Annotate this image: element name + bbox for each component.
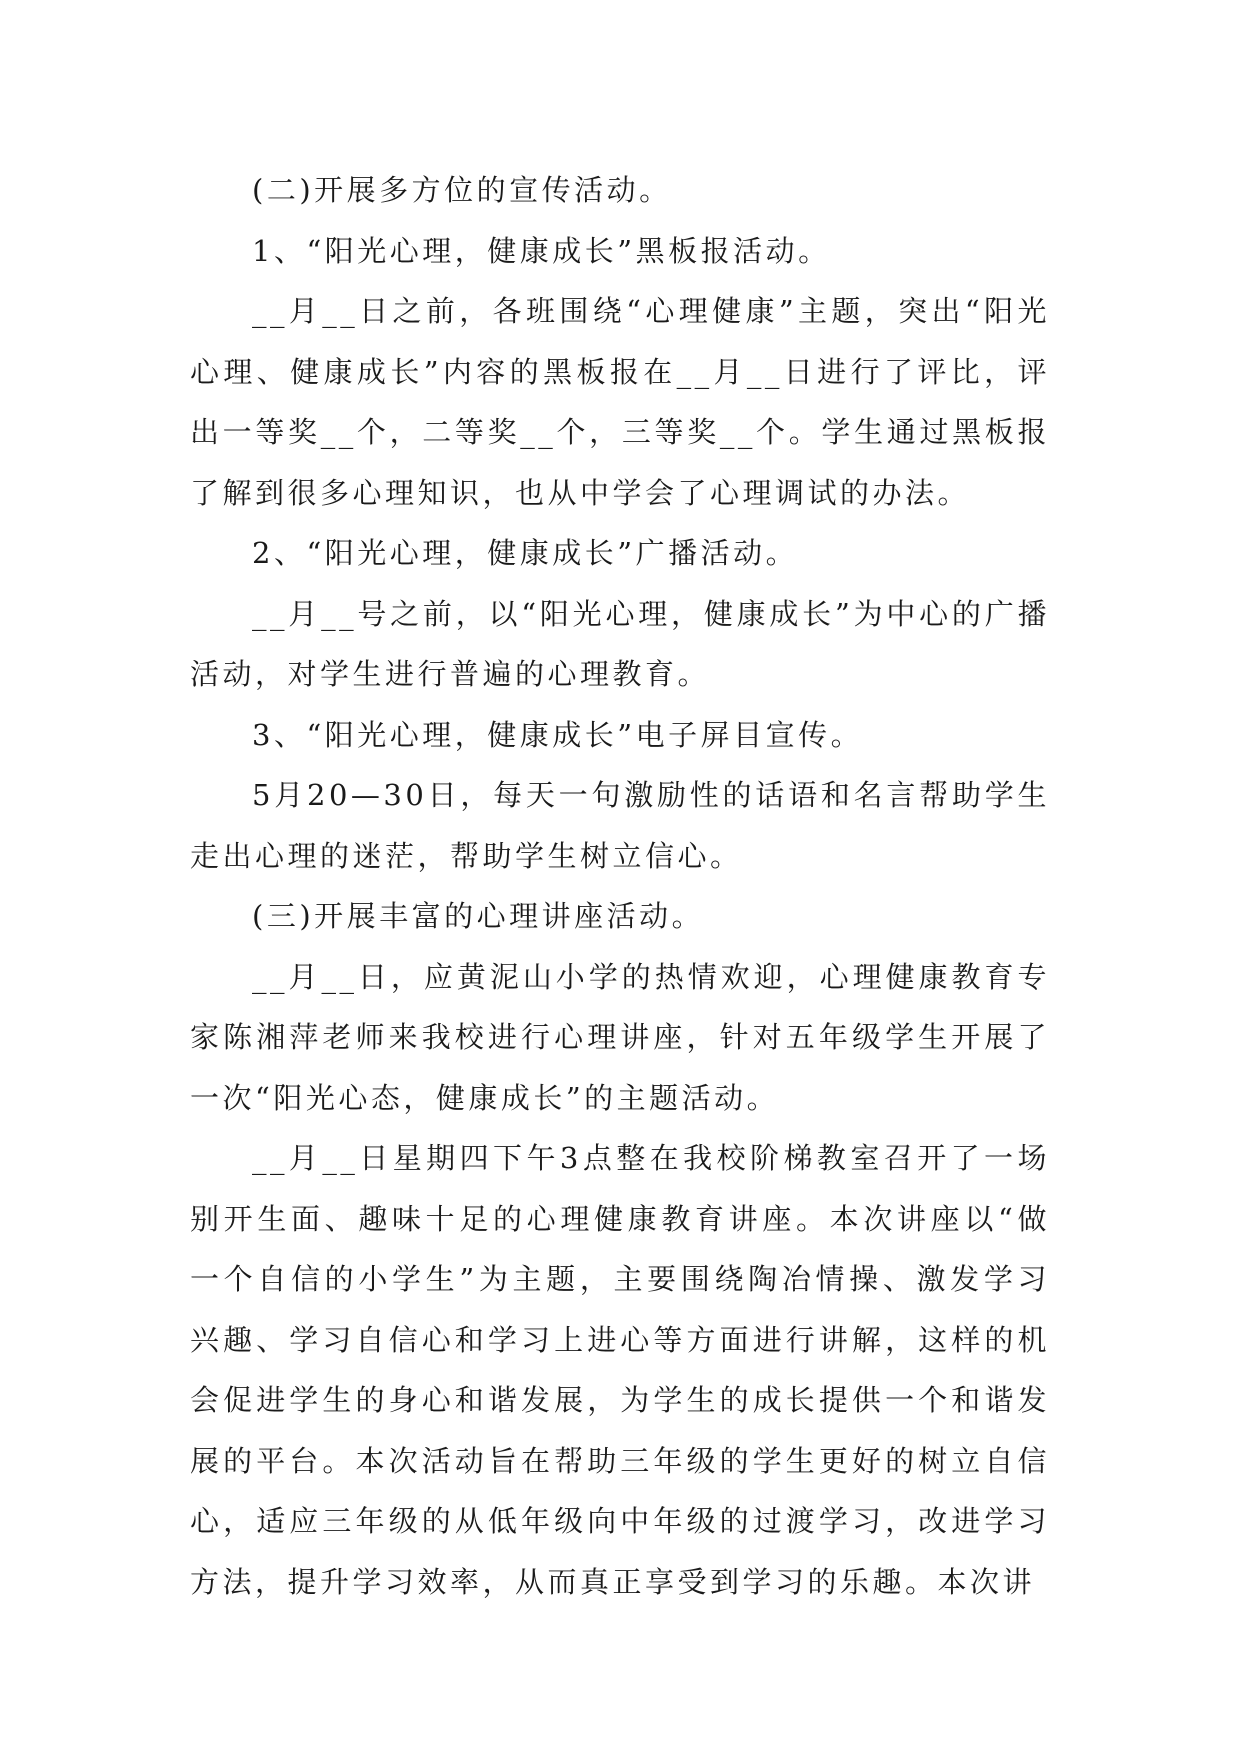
paragraph-blackboard: __月__日之前，各班围绕“心理健康”主题，突出“阳光心理、健康成长”内容的黑板报在__月__日进行了评比，评出一等奖__个，二等奖__个，三等奖__个。学生通过黑板报了解到很多心理知识，也从中学会了心理调试的办法。 (190, 294, 1050, 510)
document-body (190, 160, 1050, 1612)
item-heading-blackboard: 1、“阳光心理，健康成长”黑板报活动。 (252, 233, 831, 268)
paragraph-lecture-expert: __月__日，应黄泥山小学的热情欢迎，心理健康教育专家陈湘萍老师来我校进行心理讲座，针对五年级学生开展了一次“阳光心态，健康成长”的主题活动。 (190, 959, 1050, 1115)
item-heading-broadcast: 2、“阳光心理，健康成长”广播活动。 (252, 536, 799, 570)
paragraph-broadcast: __月__号之前，以“阳光心理，健康成长”为中心的广播活动，对学生进行普遍的心理教育。 (190, 596, 1050, 691)
section-heading-lecture: (三)开展丰富的心理讲座活动。 (252, 899, 705, 933)
item-heading-screen: 3、“阳光心理，健康成长”电子屏目宣传。 (252, 717, 864, 752)
section-heading-publicity: (二)开展多方位的宣传活动。 (252, 173, 672, 207)
paragraph-lecture-thursday: __月__日星期四下午3点整在我校阶梯教室召开了一场别开生面、趣味十足的心理健康教育讲座。本次讲座以“做一个自信的小学生”为主题，主要围绕陶冶情操、激发学习兴趣、学习自信心和学习上进心等方面进行讲解，这样的机会促进学生的身心和谐发展，为学生的成长提供一个和谐发展的平台。本次活动旨在帮助三年级的学生更好的树立自信心，适应三年级的从低年级向中年级的过渡学习，改进学习方法，提升学习效率，从而真正享受到学习的乐趣。本次讲 (190, 1141, 1050, 1599)
paragraph-screen: 5月20—30日，每天一句激励性的话语和名言帮助学生走出心理的迷茫，帮助学生树立信心。 (190, 778, 1050, 873)
